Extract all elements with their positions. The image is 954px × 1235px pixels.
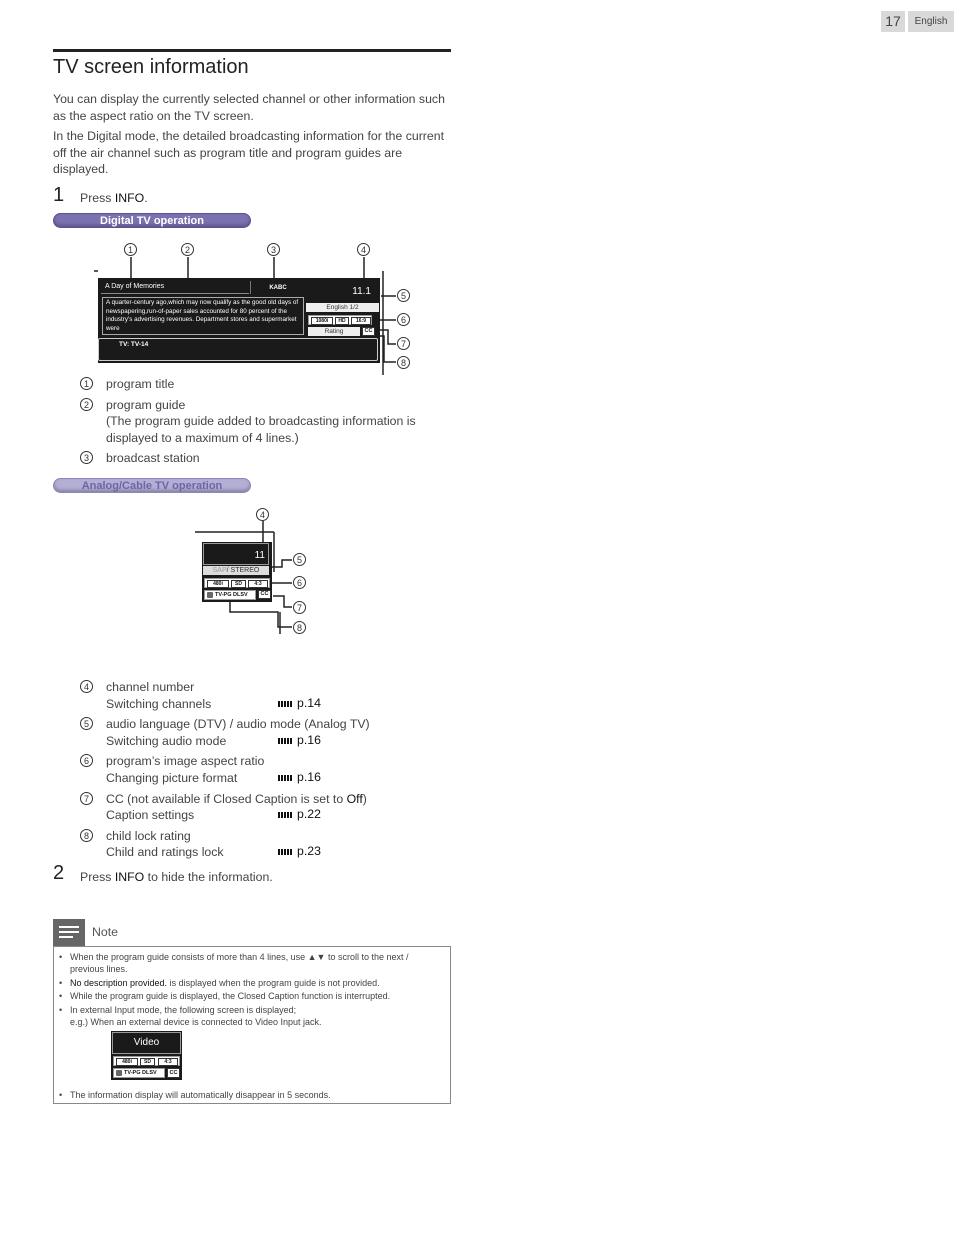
callout-6-analog: 6 — [293, 576, 306, 589]
arrow-icon — [278, 775, 292, 781]
ref-p16-picture[interactable]: p.16 — [278, 770, 321, 784]
callout-8-analog: 8 — [293, 621, 306, 634]
item-cc: CC (not available if Closed Caption is set to Off) — [106, 792, 367, 806]
aspect-info-bar — [308, 315, 372, 325]
item-1-number: 1 — [80, 377, 93, 390]
analog-aspect-badge: 4:3 — [248, 580, 268, 588]
item-broadcast-station: broadcast station — [106, 451, 200, 465]
item-program-guide-note: (The program guide added to broadcasting information is displayed to a maximum of 4 lines.) — [106, 414, 416, 445]
page-number: 17 — [881, 11, 905, 32]
link-switching-audio-mode[interactable]: Switching audio mode — [106, 734, 227, 748]
item-program-title: program title — [106, 377, 175, 391]
lock-icon — [116, 1070, 122, 1076]
title-rule — [53, 49, 451, 52]
intro-paragraph-1: You can display the currently selected channel or other information such as the aspect ratio on the TV screen. — [53, 92, 445, 123]
resolution-badge: 1080i — [311, 317, 333, 325]
arrow-icon — [278, 701, 292, 707]
callout-7: 7 — [397, 337, 410, 350]
program-guide-text: A quarter-century ago,which may now qualify as the good old days of newspapering,run-of-paper sales accounted for 80 percent of the industry's advertising revenues. Department stores and supermarket were — [102, 297, 304, 335]
video-rating-badge: TV-PG DLSV — [113, 1068, 165, 1078]
note-label: Note — [92, 925, 118, 939]
ref-p14[interactable]: p.14 — [278, 696, 321, 710]
callout-8: 8 — [397, 356, 410, 369]
note-bullet-4: • In external Input mode, the following screen is displayed; e.g.) When an external device is connected to Video Input jack. — [59, 1005, 322, 1027]
item-5-number: 5 — [80, 717, 93, 730]
callout-5: 5 — [397, 289, 410, 302]
note-bullet-3: • While the program guide is displayed, the Closed Caption function is interrupted. — [59, 991, 391, 1001]
video-resolution-badge: 480i — [116, 1058, 138, 1066]
item-2-number: 2 — [80, 398, 93, 411]
video-input-label: Video — [112, 1032, 181, 1054]
callout-4-analog: 4 — [256, 508, 269, 521]
rating-bar: TV: TV-14 — [98, 338, 378, 361]
link-switching-channels[interactable]: Switching channels — [106, 697, 212, 711]
callout-6: 6 — [397, 313, 410, 326]
channel-number-text: 11.1 — [352, 286, 371, 297]
note-bullet-1: • When the program guide consists of more than 4 lines, use ▲▼ to scroll to the next / previous lines. — [59, 952, 409, 974]
note-bullet-2: • No description provided. is displayed when the program guide is not provided. — [59, 978, 380, 988]
item-4-number: 4 — [80, 680, 93, 693]
callout-5-analog: 5 — [293, 553, 306, 566]
definition-badge: HD — [335, 317, 349, 325]
digital-tv-label: Digital TV operation — [53, 213, 251, 228]
step-1-number: 1 — [53, 184, 65, 206]
arrow-icon — [278, 738, 292, 744]
broadcast-station-text: KABC — [250, 281, 305, 294]
arrow-icon — [278, 849, 292, 855]
analog-channel-number: 11 — [203, 543, 269, 565]
page-title: TV screen information — [53, 56, 249, 78]
video-aspect-badge: 4:3 — [158, 1058, 178, 1066]
ref-p23[interactable]: p.23 — [278, 844, 321, 858]
analog-definition-badge: SD — [231, 580, 246, 588]
callout-1: 1 — [124, 243, 137, 256]
video-definition-badge: SD — [140, 1058, 155, 1066]
info-key-2: INFO — [114, 870, 145, 884]
item-channel-number: channel number — [106, 680, 195, 694]
aspect-badge: 16:9 — [351, 317, 371, 325]
cc-badge: CC — [362, 327, 375, 336]
item-8-number: 8 — [80, 829, 93, 842]
item-child-lock: child lock rating — [106, 829, 191, 843]
step-1-text: Press INFO. — [80, 191, 148, 205]
callout-7-analog: 7 — [293, 601, 306, 614]
rating-label: Rating — [308, 327, 360, 336]
analog-rating-badge: TV-PG DLSV — [204, 590, 256, 600]
note-icon — [53, 919, 85, 946]
lock-icon — [207, 592, 213, 598]
info-key: INFO — [114, 191, 145, 205]
link-changing-picture-format[interactable]: Changing picture format — [106, 771, 238, 785]
analog-cc-badge: CC — [258, 590, 271, 599]
analog-resolution-badge: 480i — [207, 580, 229, 588]
item-3-number: 3 — [80, 451, 93, 464]
intro-paragraph-2: In the Digital mode, the detailed broadcasting information for the current off the air channel such as program title and program guides are displayed. — [53, 129, 444, 176]
note-bullet-5: • The information display will automatically disappear in 5 seconds. — [59, 1090, 331, 1100]
audio-language-text: English 1/2 — [306, 303, 379, 312]
video-cc-badge: CC — [167, 1068, 180, 1078]
callout-3: 3 — [267, 243, 280, 256]
item-audio-language: audio language (DTV) / audio mode (Analog TV) — [106, 717, 370, 731]
step-2-number: 2 — [53, 862, 65, 884]
analog-aspect-bar — [204, 578, 270, 588]
item-aspect-ratio: program’s image aspect ratio — [106, 754, 265, 768]
ref-p22[interactable]: p.22 — [278, 807, 321, 821]
link-child-and-ratings-lock[interactable]: Child and ratings lock — [106, 845, 224, 859]
ref-p16-audio[interactable]: p.16 — [278, 733, 321, 747]
language-tag: English — [908, 11, 954, 32]
item-7-number: 7 — [80, 792, 93, 805]
analog-audio-mode: SAP/ STEREO — [203, 566, 269, 575]
item-program-guide: program guide — [106, 398, 186, 412]
program-title-text: A Day of Memories — [101, 281, 249, 294]
callout-2: 2 — [181, 243, 194, 256]
arrow-icon — [278, 812, 292, 818]
step-2-text: Press INFO to hide the information. — [80, 870, 273, 884]
link-caption-settings[interactable]: Caption settings — [106, 808, 195, 822]
analog-tv-label: Analog/Cable TV operation — [53, 478, 251, 493]
item-6-number: 6 — [80, 754, 93, 767]
callout-4: 4 — [357, 243, 370, 256]
video-aspect-bar — [113, 1056, 180, 1066]
